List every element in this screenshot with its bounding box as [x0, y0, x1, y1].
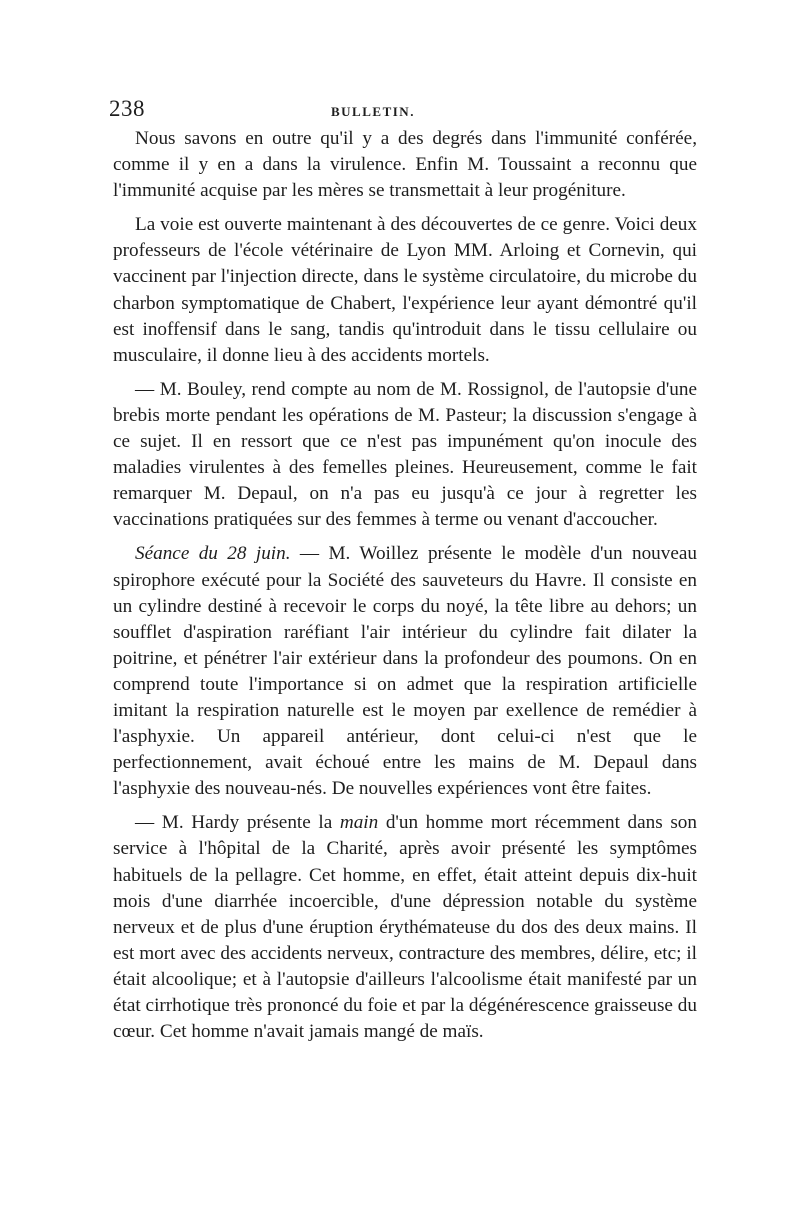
hardy-italic-word: main	[339, 812, 379, 834]
body-text	[113, 126, 697, 1045]
paragraph-seance-28-juin	[113, 541, 697, 802]
session-text: — M. Woillez présente le modèle d'un nouveau spirophore exécuté pour la Société des sauveteurs du Havre. Il consiste en un cylindre destiné à recevoir le corps du noyé, la tête libre au dehors; un soufflet d'aspiration raréfiant l'air intérieur du cylindre fait dilater la poitrine, et pénétrer l'air extérieur dans la profondeur des poumons. On en comprend toute l'importance si on admet que la respiration artificielle imitant la respiration naturelle est le moyen par exellence de remédier à l'asphyxie. Un appareil antérieur, dont celui-ci n'est que le perfectionnement, avait échoué entre les mains de M. Depaul dans l'asphyxie des nouveau-nés. De nouvelles expériences vont être faites.	[113, 543, 697, 800]
paragraph-hardy-pellagra	[113, 810, 697, 1045]
page-number: 238	[109, 96, 145, 121]
running-title: BULLETIN.	[331, 104, 415, 119]
paragraph-bouley-report: — M. Bouley, rend compte au nom de M. Rossignol, de l'autopsie d'une brebis morte pendant les opérations de M. Pasteur; la discussion s'engage à ce sujet. Il en ressort que ce n'est pas impunément qu'on inocule des maladies virulentes à des femelles pleines. Heureusement, comme le fait remarquer M. Depaul, on n'a pas eu jusqu'à ce jour à regretter les vaccinations pratiquées sur des femmes à terme ou venant d'accoucher.	[113, 378, 697, 531]
paragraph-immunity: Nous savons en outre qu'il y a des degrés dans l'immunité conférée, comme il y en a dans la virulence. Enfin M. Toussaint a reconnu que l'immunité acquise par les mères se transmettait à leur progéniture.	[113, 128, 697, 202]
running-head	[109, 96, 697, 126]
paragraph-vaccination-lyon: La voie est ouverte maintenant à des découvertes de ce genre. Voici deux professeurs de l'école vétérinaire de Lyon MM. Arloing et Cornevin, qui vaccinent par l'injection directe, dans le système circulatoire, du microbe du charbon symptomatique de Chabert, l'expérience leur ayant démontré qu'il est inoffensif dans le sang, tandis qu'introduit dans le tissu cellulaire ou musculaire, il donne lieu à des accidents mortels.	[113, 214, 697, 366]
hardy-text-start: — M. Hardy présente la	[135, 812, 340, 834]
session-date-heading: Séance du 28 juin.	[135, 543, 291, 565]
hardy-text-rest: d'un homme mort récemment dans son service à l'hôpital de la Charité, après avoir présenté les symptômes habituels de la pellagre. Cet homme, en effet, était atteint depuis dix-huit mois d'une diarrhée incoercible, d'une dépression notable du système nerveux et de plus d'une éruption érythémateuse du dos des deux mains. Il est mort avec des accidents nerveux, contracture des membres, délire, etc; il était alcoolique; et à l'autopsie d'ailleurs l'alcoolisme était manifesté par un état cirrhotique très prononcé du foie et par la dégénérescence graisseuse du cœur. Cet homme n'avait jamais mangé de maïs.	[113, 812, 697, 1043]
